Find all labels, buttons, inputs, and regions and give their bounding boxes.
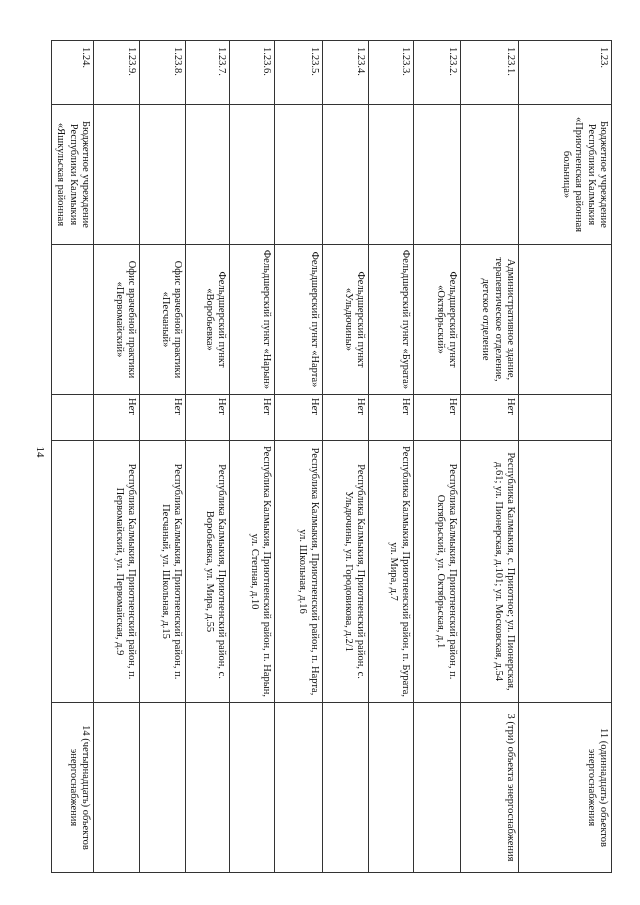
page-number: 14 [34,446,46,458]
object-cell: Фельдшерский пункт «Нарын» [230,245,275,395]
object-cell: Фельдшерский пункт «Воробьевка» [186,245,230,395]
table-row [186,41,230,873]
organization-cell: Бюджетное учреждение Республики Калмыкия «Приютненская районная больница» [519,105,612,245]
row-number: 1.23.5. [275,41,323,105]
count-cell [140,703,186,873]
address-cell: Республика Калмыкия, Приютненский район, п. Октябрьский, ул. Октябрьская, д.1 [414,441,461,703]
organization-cell [186,105,230,245]
table-row [94,41,140,873]
row-number: 1.23.2. [414,41,461,105]
object-cell [519,245,612,395]
address-cell [519,441,612,703]
organization-cell [369,105,414,245]
organization-cell [140,105,186,245]
organization-cell [275,105,323,245]
address-cell: Республика Калмыкия, Приютненский район, п. Первомайский, ул. Первомайская, д.9 [94,441,140,703]
row-number: 1.24. [51,41,93,105]
flag-cell: Нет [230,395,275,441]
object-cell: Офис врачебной практики «Песчаный» [140,245,186,395]
flag-cell [51,395,93,441]
table-row [230,41,275,873]
address-cell: Республика Калмыкия, Приютненский район, с. Ульдючины, ул. Городовикова, д.2/1 [323,441,369,703]
organization-cell [94,105,140,245]
row-number: 1.23.9. [94,41,140,105]
address-cell: Республика Калмыкия, Приютненский район, п. Нарын, ул. Степная, д.10 [230,441,275,703]
count-cell [369,703,414,873]
organization-cell [323,105,369,245]
table-row [519,41,612,873]
table-row [461,41,519,873]
table-row [369,41,414,873]
table-row [323,41,369,873]
count-cell [414,703,461,873]
count-cell [323,703,369,873]
address-cell: Республика Калмыкия, Приютненский район, п. Нарта, ул. Школьная, д.16 [275,441,323,703]
flag-cell: Нет [414,395,461,441]
object-cell: Фельдшерский пункт «Октябрьский» [414,245,461,395]
flag-cell: Нет [186,395,230,441]
energy-supply-table [51,40,612,873]
address-cell: Республика Калмыкия, с. Приютное; ул. Пионерская, д.61; ул. Пионерская, д.101; ул. Московская, д.54 [461,441,519,703]
count-cell [94,703,140,873]
table-row [140,41,186,873]
row-number: 1.23.1. [461,41,519,105]
organization-cell: Бюджетное учреждение Республики Калмыкия «Яшкульская районная [51,105,93,245]
flag-cell: Нет [94,395,140,441]
row-number: 1.23.4. [323,41,369,105]
table-row [51,41,93,873]
object-cell: Фельдшерский пункт «Ульдючины» [323,245,369,395]
address-cell: Республика Калмыкия, Приютненский район, п. Бурата, ул. Мира, д.7 [369,441,414,703]
table-row [414,41,461,873]
row-number: 1.23.8. [140,41,186,105]
object-cell: Административное здание, терапевтическое отделение, детское отделение [461,245,519,395]
table-row [275,41,323,873]
flag-cell: Нет [369,395,414,441]
row-number: 1.23.7. [186,41,230,105]
flag-cell: Нет [275,395,323,441]
object-cell: Офис врачебной практики «Первомайский» [94,245,140,395]
count-cell: 3 (три) объекта энергоснабжения [461,703,519,873]
row-number: 1.23.6. [230,41,275,105]
row-number: 1.23.3. [369,41,414,105]
object-cell: Фельдшерский пункт «Нарта» [275,245,323,395]
organization-cell [414,105,461,245]
rotated-page-content [52,40,612,872]
count-cell [275,703,323,873]
row-number: 1.23. [519,41,612,105]
organization-cell [461,105,519,245]
object-cell [51,245,93,395]
address-cell: Республика Калмыкия, Приютненский район, п. Песчаный, ул. Школьная, д.15 [140,441,186,703]
count-cell [230,703,275,873]
count-cell: 11 (одиннадцать) объектов энергоснабжения [519,703,612,873]
count-cell: 14 (четырнадцать) объектов энергоснабжения [51,703,93,873]
count-cell [186,703,230,873]
object-cell: Фельдшерский пункт «Бурата» [369,245,414,395]
address-cell: Республика Калмыкия, Приютненский район, с. Воробьевка, ул. Мира, д.55 [186,441,230,703]
flag-cell [519,395,612,441]
flag-cell: Нет [323,395,369,441]
flag-cell: Нет [461,395,519,441]
organization-cell [230,105,275,245]
flag-cell: Нет [140,395,186,441]
address-cell [51,441,93,703]
